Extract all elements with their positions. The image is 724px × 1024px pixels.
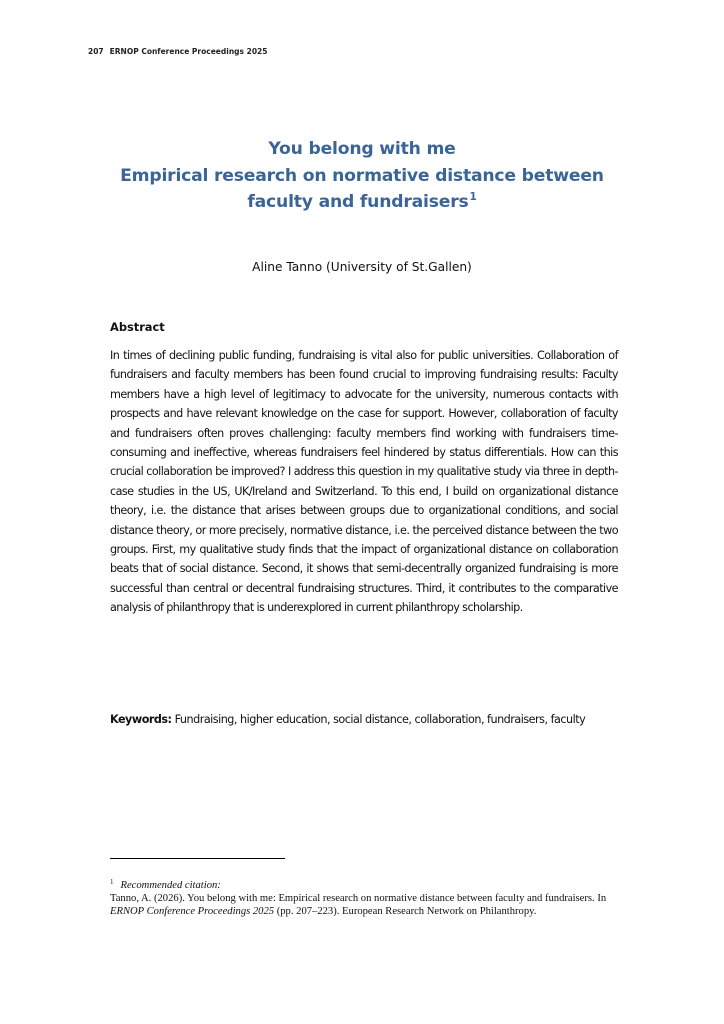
page-number: 207 xyxy=(88,47,104,56)
citation-text xyxy=(110,892,622,918)
running-title: ERNOP Conference Proceedings 2025 xyxy=(109,47,268,56)
keywords-label: Keywords: xyxy=(110,713,172,726)
footnote-marker: 1 xyxy=(110,878,114,886)
title-footnote-mark[interactable]: 1 xyxy=(469,191,477,203)
keywords xyxy=(110,710,618,729)
author-affiliation: Aline Tanno (University of St.Gallen) xyxy=(252,260,472,274)
paper-title xyxy=(0,136,724,216)
footnote xyxy=(110,876,622,919)
title-line-2: Empirical research on normative distance between xyxy=(120,165,604,186)
abstract-heading: Abstract xyxy=(110,320,165,334)
abstract-body: In times of declining public funding, fundraising is vital also for public universities. Collaboration of fundraisers and faculty members has been found crucial to improving fundraising results: Faculty members have a high level of legitimacy to advocate for the university, numerous contacts with prospects and have relevant knowledge on the case for support. However, collaboration of faculty and fundraisers often proves challenging: faculty members find working with fundraisers time-consuming and ineffective, whereas fundraisers feel hindered by status differentials. How can this crucial collaboration be improved? I address this question in my qualitative study via three in depth-case studies in the US, UK/Ireland and Switzerland. To this end, I build on organizational distance theory, i.e. the distance that arises between groups due to organizational conditions, and social distance theory, or more precisely, normative distance, i.e. the perceived distance between the two groups. First, my qualitative study finds that the impact of organizational distance on collaboration beats that of social distance. Second, it shows that semi-decentrally organized fundraising is more successful than central or decentral fundraising structures. Third, it contributes to the comparative analysis of philanthropy that is underexplored in current philanthropy scholarship. xyxy=(110,349,618,615)
title-line-3 xyxy=(0,189,724,216)
footnote-heading-line xyxy=(110,876,622,892)
running-header xyxy=(88,47,268,56)
citation-part-2: (pp. 207–223). European Research Network on Philanthropy. xyxy=(274,906,537,918)
citation-part-1: Tanno, A. (2026). You belong with me: Empirical research on normative distance between faculty and fundraisers. In xyxy=(110,893,607,905)
footnote-separator xyxy=(110,858,285,859)
footnote-heading: Recommended citation: xyxy=(120,880,221,891)
title-line-3-text: faculty and fundraisers xyxy=(247,192,469,212)
keywords-text: Fundraising, higher education, social distance, collaboration, fundraisers, faculty xyxy=(174,713,586,726)
citation-venue: ERNOP Conference Proceedings 2025 xyxy=(110,906,275,918)
title-line-1: You belong with me xyxy=(268,139,456,159)
